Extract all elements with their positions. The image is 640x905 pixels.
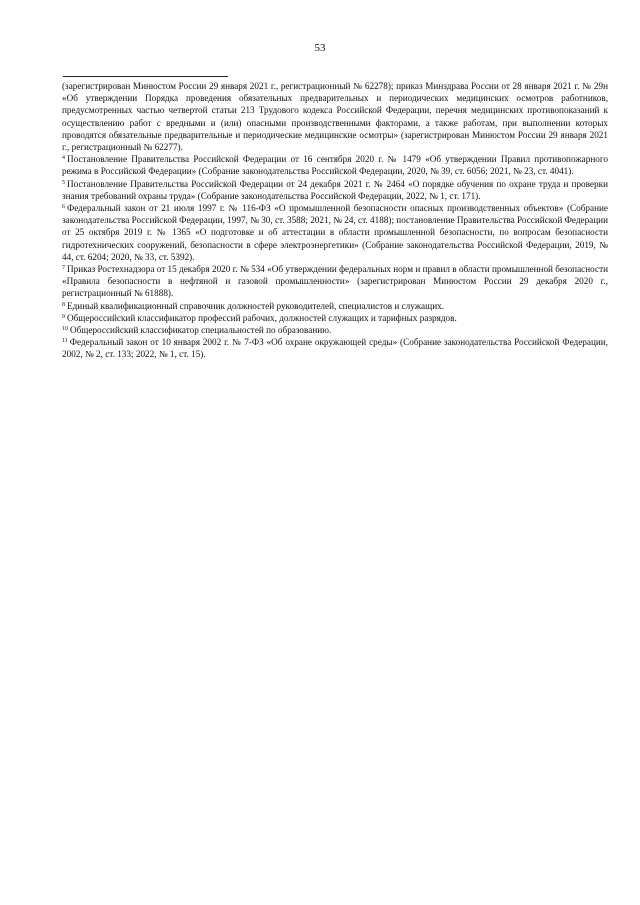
- footnote-8: [62, 300, 608, 312]
- footnote-separator: [63, 76, 228, 77]
- footnote-text: Общероссийский классификатор профессий рабочих, должностей служащих и тарифных разрядов.: [67, 312, 457, 323]
- footnote-9: [62, 312, 608, 324]
- footnote-text: Федеральный закон от 21 июля 1997 г. № 116-ФЗ «О промышленной безопасности опасных производственных объектов» (Собрание законодательства Российской Федерации, 1997, № 30, ст. 3588; 2021, № 24, ст. 4188); постановление Правительства Российской Федерации от 25 октября 2019 г. № 1365 «О подготовке и об аттестации в области промышленной безопасности, по вопросам безопасности гидротехнических сооружений, безопасности в сфере электроэнергетики» (Собрание законодательства Российской Федерации, 2019, № 44, ст. 6204; 2020, № 33, ст. 5392).: [62, 203, 608, 262]
- footnote-text: Постановление Правительства Российской Федерации от 16 сентября 2020 г. № 1479 «Об утверждении Правил противопожарного режима в Российской Федерации» (Собрание законодательства Российской Федерации, 2020, № 39, ст. 6056; 2021, № 23, ст. 4041).: [62, 154, 608, 177]
- footnote-marker: 10: [62, 326, 68, 333]
- footnote-marker: 9: [62, 313, 65, 320]
- footnotes-section: [62, 80, 608, 361]
- footnote-text: (зарегистрирован Минюстом России 29 января 2021 г., регистрационный № 62278); приказ Минздрава России от 28 января 2021 г. № 29н «Об утверждении Порядка проведения обязательных предварительных и периодических медицинских осмотров работников, предусмотренных частью четвертой статьи 213 Трудового кодекса Российской Федерации, перечня медицинских противопоказаний к осуществлению работ с вредными и (или) опасными производственными факторами, а также работам, при выполнении которых проводятся обязательные предварительные и периодические медицинские осмотры» (зарегистрирован Минюстом России 29 января 2021 г., регистрационный № 62277).: [62, 81, 608, 153]
- footnote-marker: 5: [62, 179, 65, 186]
- footnote-text: Постановление Правительства Российской Федерации от 24 декабря 2021 г. № 2464 «О порядке обучения по охране труда и проверки знания требований охраны труда» (Собрание законодательства Российской Федерации, 2022, № 1, ст. 171).: [62, 178, 608, 201]
- footnote-marker: 4: [62, 155, 65, 162]
- footnote-marker: 11: [62, 338, 68, 345]
- page-number: 53: [314, 42, 326, 54]
- footnote-text: Федеральный закон от 10 января 2002 г. № 7-ФЗ «Об охране окружающей среды» (Собрание законодательства Российской Федерации, 2002, № 2, ст. 133; 2022, № 1, ст. 15).: [62, 337, 608, 360]
- footnote-6: [62, 202, 608, 263]
- footnote-11: [62, 336, 608, 360]
- footnote-4: [62, 153, 608, 177]
- footnote-5: [62, 178, 608, 202]
- footnote-marker: 6: [62, 204, 65, 211]
- footnote-marker: 7: [62, 265, 65, 272]
- footnote-text: Приказ Ростехнадзора от 15 декабря 2020 г. № 534 «Об утверждении федеральных норм и правил в области промышленной безопасности «Правила безопасности в нефтяной и газовой промышленности» (зарегистрирован Минюстом России 29 декабря 2020 г., регистрационный № 61888).: [62, 264, 608, 299]
- footnote-text: Единый квалификационный справочник должностей руководителей, специалистов и служащих.: [67, 300, 445, 311]
- footnote-10: [62, 324, 608, 336]
- footnote-text: Общероссийский классификатор специальностей по образованию.: [70, 325, 332, 336]
- footnote-continuation: [62, 80, 608, 153]
- footnote-7: [62, 263, 608, 300]
- footnote-marker: 8: [62, 301, 65, 308]
